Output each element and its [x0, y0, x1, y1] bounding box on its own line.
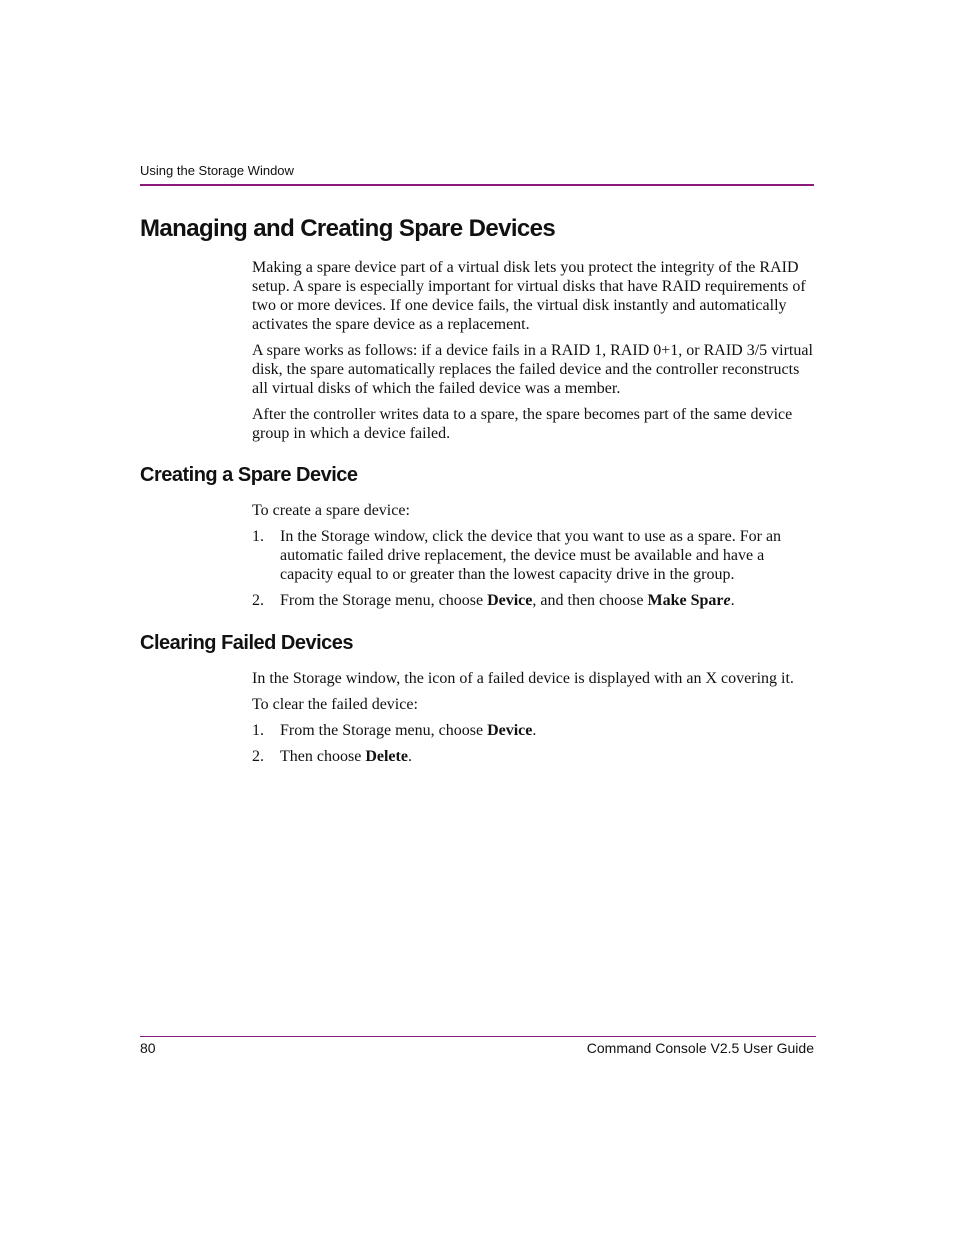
ui-term-device: Device — [487, 722, 533, 739]
running-header: Using the Storage Window — [140, 163, 294, 178]
ui-term-device: Device — [487, 592, 533, 609]
clearing-section — [252, 669, 814, 773]
footer-doc-title: Command Console V2.5 User Guide — [586, 1040, 814, 1056]
step-text-part: . — [532, 722, 537, 739]
step-text — [280, 592, 735, 609]
step-number: 1. — [252, 722, 264, 739]
section-title-creating: Creating a Spare Device — [140, 464, 358, 486]
step-text-part: . — [407, 748, 412, 765]
list-item — [252, 747, 814, 766]
step-number: 2. — [252, 748, 264, 765]
paragraph: To create a spare device: — [252, 502, 410, 519]
paragraph: After the controller writes data to a spare, the spare becomes part of the same device group in which a device failed. — [252, 406, 793, 442]
paragraph: Making a spare device part of a virtual disk lets you protect the integrity of the RAID setup. A spare is especially important for virtual disks that have RAID requirements of two or more devices. If one device fails, the virtual disk instantly and automatically activates the spare device as a replacement. — [252, 259, 806, 333]
paragraph: A spare works as follows: if a device fails in a RAID 1, RAID 0+1, or RAID 3/5 virtual disk, the spare automatically replaces the failed device and the controller reconstructs all virtual disks of which the failed device was a member. — [252, 342, 813, 397]
list-item — [252, 591, 814, 610]
page-title: Managing and Creating Spare Devices — [140, 215, 556, 242]
paragraph: To clear the failed device: — [252, 696, 418, 713]
creating-section — [252, 501, 814, 617]
list-item — [252, 721, 814, 740]
intro-section — [252, 258, 814, 450]
step-number: 1. — [252, 528, 264, 545]
step-text-part: From the Storage menu, choose — [280, 722, 488, 739]
ui-term-make-spare: Make Spar — [647, 592, 724, 609]
section-title-clearing: Clearing Failed Devices — [140, 632, 354, 654]
step-text-part: Then choose — [280, 748, 366, 765]
step-number: 2. — [252, 592, 264, 609]
step-text-part: From the Storage menu, choose — [280, 592, 488, 609]
step-text — [280, 748, 412, 765]
step-text — [280, 722, 536, 739]
page-number: 80 — [140, 1040, 156, 1056]
step-text: In the Storage window, click the device that you want to use as a spare. For an automatic failed drive replacement, the device must be available and have a capacity equal to or greater than the lowest capacity drive in the group. — [280, 528, 782, 583]
footer-rule — [140, 1036, 816, 1037]
list-item — [252, 527, 814, 584]
header-rule — [140, 184, 814, 186]
ui-term-make-spare-end: e — [723, 592, 731, 609]
step-text-part: , and then choose — [532, 592, 648, 609]
step-text-part: . — [730, 592, 735, 609]
paragraph: In the Storage window, the icon of a failed device is displayed with an X covering it. — [252, 670, 794, 687]
ui-term-delete: Delete — [365, 748, 408, 765]
